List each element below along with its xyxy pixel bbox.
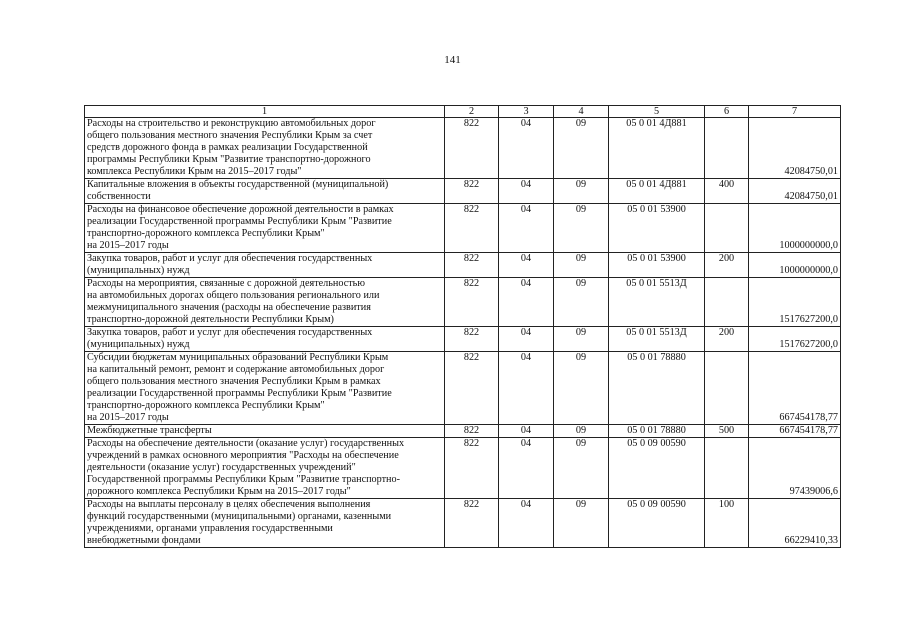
row-grbs-code: 822: [445, 253, 499, 278]
budget-table: [84, 105, 841, 548]
row-description: Закупка товаров, работ и услуг для обеспечения государственных (муниципальных) нужд: [85, 327, 445, 352]
row-target-article: 05 0 01 5513Д: [609, 327, 705, 352]
row-amount: 97439006,6: [749, 438, 841, 499]
header-col-5: 5: [609, 106, 705, 118]
row-description: Расходы на финансовое обеспечение дорожной деятельности в рамках реализации Государственной программы Республики Крым "Развитие транспортно-дорожного комплекса Республики Крым" на 2015–2017 годы: [85, 204, 445, 253]
row-description: Расходы на строительство и реконструкцию автомобильных дорог общего пользования местного значения Республики Крым за счет средств дорожного фонда в рамках реализации Государственной программы Республики Крым "Развитие транспортно-дорожного комплекса Республики Крым на 2015–2017 годы": [85, 118, 445, 179]
row-expense-type: 400: [705, 179, 749, 204]
row-subsection-code: 09: [554, 204, 609, 253]
row-expense-type: 200: [705, 253, 749, 278]
row-subsection-code: 09: [554, 425, 609, 438]
row-amount: 66229410,33: [749, 499, 841, 548]
row-amount: 1517627200,0: [749, 327, 841, 352]
table-header-row: [85, 106, 841, 118]
header-col-3: 3: [499, 106, 554, 118]
row-grbs-code: 822: [445, 425, 499, 438]
header-col-6: 6: [705, 106, 749, 118]
row-expense-type: 100: [705, 499, 749, 548]
row-target-article: 05 0 01 78880: [609, 425, 705, 438]
row-target-article: 05 0 01 53900: [609, 253, 705, 278]
row-subsection-code: 09: [554, 118, 609, 179]
row-expense-type: [705, 204, 749, 253]
header-col-7: 7: [749, 106, 841, 118]
row-expense-type: [705, 278, 749, 327]
table-row: [85, 438, 841, 499]
row-section-code: 04: [499, 278, 554, 327]
row-grbs-code: 822: [445, 352, 499, 425]
row-section-code: 04: [499, 253, 554, 278]
row-subsection-code: 09: [554, 352, 609, 425]
row-expense-type: [705, 352, 749, 425]
header-col-2: 2: [445, 106, 499, 118]
row-amount: 1000000000,0: [749, 253, 841, 278]
row-target-article: 05 0 01 78880: [609, 352, 705, 425]
table-row: [85, 278, 841, 327]
row-grbs-code: 822: [445, 204, 499, 253]
table-row: [85, 179, 841, 204]
row-subsection-code: 09: [554, 278, 609, 327]
row-description: Расходы на мероприятия, связанные с дорожной деятельностью на автомобильных дорогах общего пользования регионального или межмуниципального значения (расходы на обеспечение развития транспортно-дорожной деятельности Республики Крым): [85, 278, 445, 327]
row-section-code: 04: [499, 438, 554, 499]
header-col-1: 1: [85, 106, 445, 118]
row-amount: 667454178,77: [749, 352, 841, 425]
row-amount: 42084750,01: [749, 118, 841, 179]
table-row: [85, 253, 841, 278]
row-grbs-code: 822: [445, 179, 499, 204]
row-section-code: 04: [499, 425, 554, 438]
row-description: Капитальные вложения в объекты государственной (муниципальной) собственности: [85, 179, 445, 204]
header-col-4: 4: [554, 106, 609, 118]
row-subsection-code: 09: [554, 179, 609, 204]
row-expense-type: [705, 118, 749, 179]
row-expense-type: 500: [705, 425, 749, 438]
row-grbs-code: 822: [445, 118, 499, 179]
table-row: [85, 425, 841, 438]
row-subsection-code: 09: [554, 327, 609, 352]
row-subsection-code: 09: [554, 499, 609, 548]
row-amount: 1000000000,0: [749, 204, 841, 253]
table-row: [85, 352, 841, 425]
row-section-code: 04: [499, 499, 554, 548]
row-target-article: 05 0 09 00590: [609, 499, 705, 548]
row-grbs-code: 822: [445, 327, 499, 352]
page-number: 141: [444, 54, 461, 66]
row-expense-type: 200: [705, 327, 749, 352]
row-description: Межбюджетные трансферты: [85, 425, 445, 438]
row-description: Расходы на обеспечение деятельности (оказание услуг) государственных учреждений в рамках основного мероприятия "Расходы на обеспечение деятельности (оказание услуг) государственных учреждений" Государственной программы Республики Крым "Развитие транспортно- дорожного комплекса Республики Крым на 2015–2017 годы": [85, 438, 445, 499]
row-description: Закупка товаров, работ и услуг для обеспечения государственных (муниципальных) нужд: [85, 253, 445, 278]
row-grbs-code: 822: [445, 499, 499, 548]
row-target-article: 05 0 01 5513Д: [609, 278, 705, 327]
row-section-code: 04: [499, 204, 554, 253]
row-target-article: 05 0 09 00590: [609, 438, 705, 499]
row-section-code: 04: [499, 179, 554, 204]
budget-table-body: [85, 106, 841, 548]
row-target-article: 05 0 01 4Д881: [609, 179, 705, 204]
row-section-code: 04: [499, 352, 554, 425]
row-target-article: 05 0 01 53900: [609, 204, 705, 253]
row-amount: 667454178,77: [749, 425, 841, 438]
row-description: Субсидии бюджетам муниципальных образований Республики Крым на капитальный ремонт, ремонт и содержание автомобильных дорог общего пользования местного значения Республики Крым в рамках реализации Государственной программы Республики Крым "Развитие транспортно-дорожного комплекса Республики Крым" на 2015–2017 годы: [85, 352, 445, 425]
row-amount: 42084750,01: [749, 179, 841, 204]
table-row: [85, 204, 841, 253]
row-amount: 1517627200,0: [749, 278, 841, 327]
row-section-code: 04: [499, 118, 554, 179]
row-grbs-code: 822: [445, 278, 499, 327]
row-grbs-code: 822: [445, 438, 499, 499]
table-row: [85, 118, 841, 179]
row-subsection-code: 09: [554, 438, 609, 499]
row-subsection-code: 09: [554, 253, 609, 278]
row-target-article: 05 0 01 4Д881: [609, 118, 705, 179]
row-description: Расходы на выплаты персоналу в целях обеспечения выполнения функций государственными (муниципальными) органами, казенными учреждениями, органами управления государственными внебюджетными фондами: [85, 499, 445, 548]
row-section-code: 04: [499, 327, 554, 352]
table-row: [85, 499, 841, 548]
row-expense-type: [705, 438, 749, 499]
table-row: [85, 327, 841, 352]
